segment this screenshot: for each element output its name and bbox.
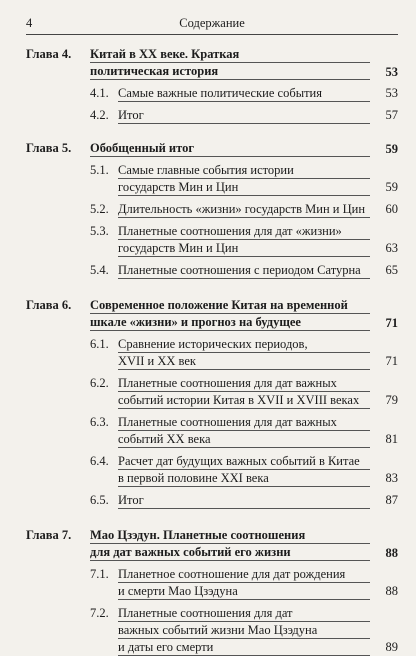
item-number: 6.3. bbox=[90, 415, 109, 429]
item-text-line: в первой половине XXI века bbox=[118, 470, 370, 487]
item-page: 83 bbox=[385, 471, 398, 485]
item-text-line: Расчет дат будущих важных событий в Китае bbox=[118, 453, 370, 470]
item-text-line: Итог bbox=[118, 492, 370, 509]
toc-item bbox=[90, 201, 398, 218]
item-text-line: Планетные соотношения для дат важных bbox=[118, 375, 370, 392]
item-page: 81 bbox=[385, 432, 398, 446]
chapter-title-line: шкале «жизни» и прогноз на будущее bbox=[90, 314, 370, 331]
item-text bbox=[118, 201, 398, 218]
chapter-heading bbox=[26, 46, 398, 80]
item-number: 4.2. bbox=[90, 108, 109, 122]
toc-item bbox=[90, 223, 398, 257]
item-text bbox=[118, 414, 398, 448]
chapter-entry bbox=[26, 46, 398, 124]
item-text bbox=[118, 223, 398, 257]
chapter-title bbox=[90, 140, 398, 157]
item-text-line: Планетное соотношение для дат рождения bbox=[118, 566, 370, 583]
item-text-line: XVII и XX век bbox=[118, 353, 370, 370]
toc-item bbox=[90, 414, 398, 448]
toc-item bbox=[90, 336, 398, 370]
chapter-label: Глава 6. bbox=[26, 298, 72, 312]
chapter-page: 59 bbox=[385, 142, 398, 156]
item-number: 5.1. bbox=[90, 163, 109, 177]
item-page: 57 bbox=[385, 108, 398, 122]
toc-item bbox=[90, 262, 398, 279]
item-number: 6.2. bbox=[90, 376, 109, 390]
item-text bbox=[118, 107, 398, 124]
chapter-title bbox=[90, 527, 398, 561]
item-page: 89 bbox=[385, 640, 398, 654]
item-text bbox=[118, 453, 398, 487]
item-text-line: Планетные соотношения для дат bbox=[118, 605, 370, 622]
item-text-line: событий XX века bbox=[118, 431, 370, 448]
item-text-line: Самые главные события истории bbox=[118, 162, 370, 179]
chapter-entry bbox=[26, 527, 398, 656]
item-text bbox=[118, 85, 398, 102]
item-number: 5.2. bbox=[90, 202, 109, 216]
item-text bbox=[118, 375, 398, 409]
page-header bbox=[26, 14, 398, 34]
item-page: 71 bbox=[385, 354, 398, 368]
chapter-title-line: Китай в XX веке. Краткая bbox=[90, 46, 370, 63]
item-text bbox=[118, 336, 398, 370]
toc-item bbox=[90, 375, 398, 409]
chapter-page: 71 bbox=[385, 316, 398, 330]
item-text bbox=[118, 605, 398, 656]
item-number: 6.4. bbox=[90, 454, 109, 468]
item-text-line: и даты его смерти bbox=[118, 639, 370, 656]
chapter-title bbox=[90, 46, 398, 80]
toc-item bbox=[90, 85, 398, 102]
chapter-title-line: Современное положение Китая на временной bbox=[90, 297, 370, 314]
item-page: 65 bbox=[385, 263, 398, 277]
item-page: 59 bbox=[385, 180, 398, 194]
chapter-heading bbox=[26, 140, 398, 157]
item-text-line: событий истории Китая в XVII и XVIII веках bbox=[118, 392, 370, 409]
item-page: 79 bbox=[385, 393, 398, 407]
header-rule bbox=[26, 34, 398, 35]
item-page: 87 bbox=[385, 493, 398, 507]
chapter-label: Глава 7. bbox=[26, 528, 72, 542]
item-text bbox=[118, 262, 398, 279]
chapter-heading bbox=[26, 527, 398, 561]
toc-item bbox=[90, 605, 398, 656]
page-number: 4 bbox=[26, 16, 33, 30]
item-page: 53 bbox=[385, 86, 398, 100]
item-text bbox=[118, 162, 398, 196]
item-number: 5.3. bbox=[90, 224, 109, 238]
item-page: 60 bbox=[385, 202, 398, 216]
item-text-line: важных событий жизни Мао Цзэдуна bbox=[118, 622, 370, 639]
item-text-line: Самые важные политические события bbox=[118, 85, 370, 102]
item-text-line: Планетные соотношения для дат «жизни» bbox=[118, 223, 370, 240]
item-text bbox=[118, 566, 398, 600]
chapter-title-line: для дат важных событий его жизни bbox=[90, 544, 370, 561]
item-text-line: и смерти Мао Цзэдуна bbox=[118, 583, 370, 600]
toc-item bbox=[90, 162, 398, 196]
table-of-contents bbox=[26, 36, 398, 656]
item-text-line: Планетные соотношения для дат важных bbox=[118, 414, 370, 431]
chapter-entry bbox=[26, 297, 398, 509]
chapter-title-line: политическая история bbox=[90, 63, 370, 80]
item-number: 7.2. bbox=[90, 606, 109, 620]
toc-item bbox=[90, 492, 398, 509]
item-number: 7.1. bbox=[90, 567, 109, 581]
item-number: 6.5. bbox=[90, 493, 109, 507]
chapter-page: 88 bbox=[385, 546, 398, 560]
chapter-title bbox=[90, 297, 398, 331]
toc-item bbox=[90, 107, 398, 124]
running-title: Содержание bbox=[179, 16, 245, 30]
chapter-label: Глава 5. bbox=[26, 141, 72, 155]
toc-item bbox=[90, 566, 398, 600]
toc-item bbox=[90, 453, 398, 487]
item-text-line: Сравнение исторических периодов, bbox=[118, 336, 370, 353]
item-text-line: государств Мин и Цин bbox=[118, 240, 370, 257]
item-text-line: Планетные соотношения с периодом Сатурна bbox=[118, 262, 370, 279]
item-page: 63 bbox=[385, 241, 398, 255]
item-text-line: Итог bbox=[118, 107, 370, 124]
chapter-page: 53 bbox=[385, 65, 398, 79]
chapter-title-line: Обобщенный итог bbox=[90, 140, 370, 157]
chapter-label: Глава 4. bbox=[26, 47, 72, 61]
chapter-heading bbox=[26, 297, 398, 331]
item-number: 6.1. bbox=[90, 337, 109, 351]
item-text-line: Длительность «жизни» государств Мин и Цин bbox=[118, 201, 370, 218]
item-text-line: государств Мин и Цин bbox=[118, 179, 370, 196]
item-number: 5.4. bbox=[90, 263, 109, 277]
item-number: 4.1. bbox=[90, 86, 109, 100]
item-page: 88 bbox=[385, 584, 398, 598]
chapter-title-line: Мао Цзэдун. Планетные соотношения bbox=[90, 527, 370, 544]
chapter-entry bbox=[26, 140, 398, 279]
item-text bbox=[118, 492, 398, 509]
